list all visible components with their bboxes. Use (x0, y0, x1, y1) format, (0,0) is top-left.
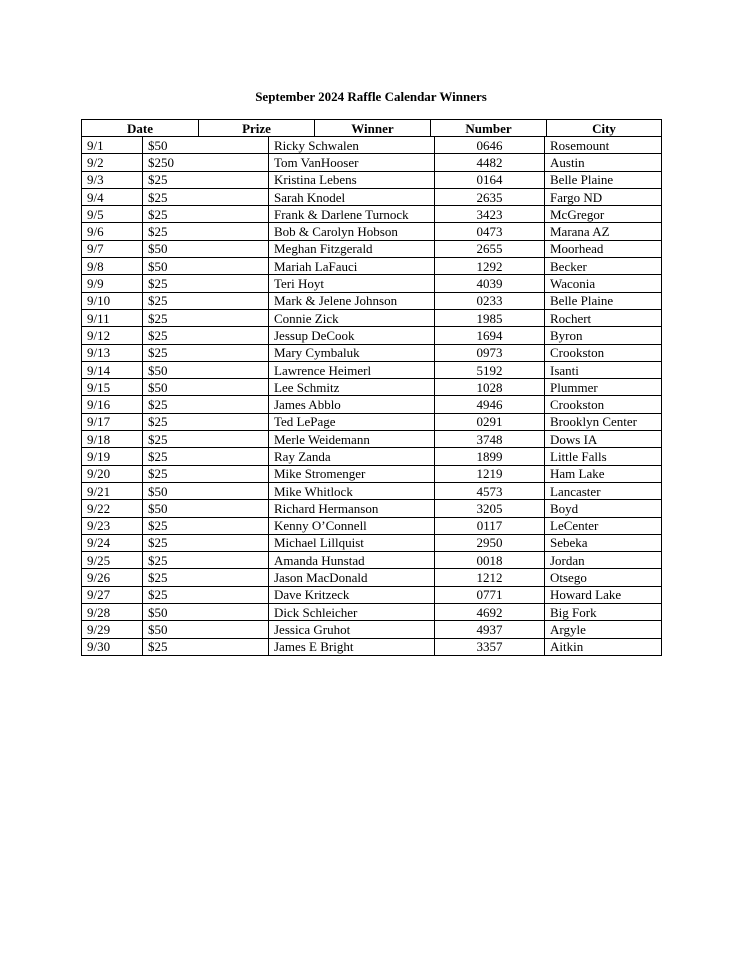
number-cell: 2635 (435, 188, 545, 205)
prize-cell: $25 (143, 431, 269, 448)
table-row (82, 188, 662, 205)
date-cell: 9/15 (82, 379, 143, 396)
date-cell: 9/20 (82, 465, 143, 482)
number-cell: 4039 (435, 275, 545, 292)
city-cell: Aitkin (545, 638, 662, 655)
winner-cell: Frank & Darlene Turnock (269, 206, 435, 223)
date-cell: 9/1 (82, 137, 143, 154)
winner-cell: Lee Schmitz (269, 379, 435, 396)
city-cell: Moorhead (545, 240, 662, 257)
table-row (82, 154, 662, 171)
city-cell: Ham Lake (545, 465, 662, 482)
number-cell: 1028 (435, 379, 545, 396)
winner-cell: Jason MacDonald (269, 569, 435, 586)
number-cell: 0771 (435, 586, 545, 603)
prize-cell: $25 (143, 327, 269, 344)
number-cell: 1292 (435, 258, 545, 275)
winner-cell: Jessica Gruhot (269, 621, 435, 638)
city-cell: Isanti (545, 361, 662, 378)
date-cell: 9/14 (82, 361, 143, 378)
date-cell: 9/28 (82, 604, 143, 621)
prize-cell: $25 (143, 638, 269, 655)
winner-cell: Kristina Lebens (269, 171, 435, 188)
number-cell: 2655 (435, 240, 545, 257)
winner-cell: Jessup DeCook (269, 327, 435, 344)
prize-cell: $25 (143, 206, 269, 223)
date-cell: 9/2 (82, 154, 143, 171)
table-row (82, 309, 662, 326)
number-cell: 0291 (435, 413, 545, 430)
prize-cell: $25 (143, 292, 269, 309)
table-row (82, 413, 662, 430)
date-cell: 9/29 (82, 621, 143, 638)
city-cell: Otsego (545, 569, 662, 586)
winner-cell: Dave Kritzeck (269, 586, 435, 603)
date-cell: 9/17 (82, 413, 143, 430)
table-row (82, 344, 662, 361)
date-cell: 9/16 (82, 396, 143, 413)
number-cell: 1219 (435, 465, 545, 482)
city-cell: Big Fork (545, 604, 662, 621)
date-cell: 9/9 (82, 275, 143, 292)
winner-cell: Ray Zanda (269, 448, 435, 465)
city-cell: Belle Plaine (545, 292, 662, 309)
column-header-date: Date (82, 120, 199, 137)
city-cell: Sebeka (545, 534, 662, 551)
number-cell: 4946 (435, 396, 545, 413)
winner-cell: Dick Schleicher (269, 604, 435, 621)
prize-cell: $25 (143, 413, 269, 430)
number-cell: 0164 (435, 171, 545, 188)
city-cell: Dows IA (545, 431, 662, 448)
date-cell: 9/13 (82, 344, 143, 361)
winners-table (81, 136, 662, 656)
column-header-city: City (547, 120, 662, 137)
date-cell: 9/24 (82, 534, 143, 551)
prize-cell: $25 (143, 552, 269, 569)
prize-cell: $25 (143, 465, 269, 482)
city-cell: Crookston (545, 344, 662, 361)
date-cell: 9/23 (82, 517, 143, 534)
prize-cell: $50 (143, 240, 269, 257)
date-cell: 9/27 (82, 586, 143, 603)
winner-cell: James E Bright (269, 638, 435, 655)
winner-cell: James Abblo (269, 396, 435, 413)
table-row (82, 482, 662, 499)
winner-cell: Richard Hermanson (269, 500, 435, 517)
winner-cell: Mike Stromenger (269, 465, 435, 482)
number-cell: 0973 (435, 344, 545, 361)
winner-cell: Mark & Jelene Johnson (269, 292, 435, 309)
city-cell: Brooklyn Center (545, 413, 662, 430)
number-cell: 2950 (435, 534, 545, 551)
winner-cell: Ted LePage (269, 413, 435, 430)
city-cell: Becker (545, 258, 662, 275)
winner-cell: Mary Cymbaluk (269, 344, 435, 361)
city-cell: Jordan (545, 552, 662, 569)
date-cell: 9/18 (82, 431, 143, 448)
date-cell: 9/5 (82, 206, 143, 223)
city-cell: Byron (545, 327, 662, 344)
date-cell: 9/30 (82, 638, 143, 655)
column-header-prize: Prize (199, 120, 315, 137)
prize-cell: $25 (143, 309, 269, 326)
number-cell: 0233 (435, 292, 545, 309)
city-cell: Boyd (545, 500, 662, 517)
table-row (82, 292, 662, 309)
prize-cell: $50 (143, 500, 269, 517)
table-row (82, 586, 662, 603)
prize-cell: $50 (143, 379, 269, 396)
winner-cell: Lawrence Heimerl (269, 361, 435, 378)
number-cell: 3205 (435, 500, 545, 517)
table-row (82, 137, 662, 154)
prize-cell: $25 (143, 275, 269, 292)
winner-cell: Amanda Hunstad (269, 552, 435, 569)
winner-cell: Mike Whitlock (269, 482, 435, 499)
table-row (82, 448, 662, 465)
winner-cell: Bob & Carolyn Hobson (269, 223, 435, 240)
city-cell: McGregor (545, 206, 662, 223)
column-header-winner: Winner (315, 120, 431, 137)
table-row (82, 517, 662, 534)
date-cell: 9/25 (82, 552, 143, 569)
column-header-number: Number (431, 120, 547, 137)
prize-cell: $50 (143, 137, 269, 154)
city-cell: Howard Lake (545, 586, 662, 603)
city-cell: Plummer (545, 379, 662, 396)
date-cell: 9/12 (82, 327, 143, 344)
city-cell: Little Falls (545, 448, 662, 465)
number-cell: 0117 (435, 517, 545, 534)
prize-cell: $50 (143, 258, 269, 275)
city-cell: Fargo ND (545, 188, 662, 205)
table-header (81, 119, 662, 137)
prize-cell: $25 (143, 171, 269, 188)
table-row (82, 379, 662, 396)
table-row (82, 275, 662, 292)
city-cell: Argyle (545, 621, 662, 638)
winner-cell: Michael Lillquist (269, 534, 435, 551)
table-row (82, 327, 662, 344)
winner-cell: Tom VanHooser (269, 154, 435, 171)
page-title: September 2024 Raffle Calendar Winners (255, 89, 487, 104)
date-cell: 9/19 (82, 448, 143, 465)
number-cell: 1985 (435, 309, 545, 326)
number-cell: 3357 (435, 638, 545, 655)
number-cell: 1694 (435, 327, 545, 344)
number-cell: 0473 (435, 223, 545, 240)
prize-cell: $50 (143, 482, 269, 499)
winner-cell: Connie Zick (269, 309, 435, 326)
date-cell: 9/7 (82, 240, 143, 257)
table-row (82, 552, 662, 569)
number-cell: 1899 (435, 448, 545, 465)
date-cell: 9/4 (82, 188, 143, 205)
date-cell: 9/6 (82, 223, 143, 240)
table-row (82, 534, 662, 551)
date-cell: 9/10 (82, 292, 143, 309)
city-cell: Lancaster (545, 482, 662, 499)
date-cell: 9/8 (82, 258, 143, 275)
date-cell: 9/22 (82, 500, 143, 517)
table-row (82, 171, 662, 188)
table-row (82, 604, 662, 621)
number-cell: 5192 (435, 361, 545, 378)
prize-cell: $25 (143, 223, 269, 240)
table-row (82, 569, 662, 586)
number-cell: 4692 (435, 604, 545, 621)
table-row (82, 361, 662, 378)
number-cell: 0018 (435, 552, 545, 569)
table-row (82, 258, 662, 275)
winner-cell: Kenny O’Connell (269, 517, 435, 534)
prize-cell: $25 (143, 448, 269, 465)
table-row (82, 500, 662, 517)
date-cell: 9/21 (82, 482, 143, 499)
city-cell: Austin (545, 154, 662, 171)
winner-cell: Meghan Fitzgerald (269, 240, 435, 257)
city-cell: LeCenter (545, 517, 662, 534)
city-cell: Waconia (545, 275, 662, 292)
prize-cell: $25 (143, 344, 269, 361)
prize-cell: $25 (143, 517, 269, 534)
city-cell: Rochert (545, 309, 662, 326)
prize-cell: $250 (143, 154, 269, 171)
number-cell: 4937 (435, 621, 545, 638)
city-cell: Rosemount (545, 137, 662, 154)
table-row (82, 638, 662, 655)
table-row (82, 465, 662, 482)
city-cell: Belle Plaine (545, 171, 662, 188)
number-cell: 3748 (435, 431, 545, 448)
table-row (82, 396, 662, 413)
city-cell: Marana AZ (545, 223, 662, 240)
prize-cell: $25 (143, 534, 269, 551)
table-row (82, 431, 662, 448)
number-cell: 0646 (435, 137, 545, 154)
number-cell: 3423 (435, 206, 545, 223)
date-cell: 9/3 (82, 171, 143, 188)
winner-cell: Teri Hoyt (269, 275, 435, 292)
prize-cell: $50 (143, 361, 269, 378)
table-row (82, 223, 662, 240)
prize-cell: $25 (143, 586, 269, 603)
number-cell: 4573 (435, 482, 545, 499)
winner-cell: Sarah Knodel (269, 188, 435, 205)
number-cell: 4482 (435, 154, 545, 171)
table-row (82, 621, 662, 638)
winner-cell: Ricky Schwalen (269, 137, 435, 154)
prize-cell: $50 (143, 621, 269, 638)
date-cell: 9/26 (82, 569, 143, 586)
table-row (82, 206, 662, 223)
prize-cell: $25 (143, 188, 269, 205)
winner-cell: Merle Weidemann (269, 431, 435, 448)
number-cell: 1212 (435, 569, 545, 586)
city-cell: Crookston (545, 396, 662, 413)
table-row (82, 240, 662, 257)
winner-cell: Mariah LaFauci (269, 258, 435, 275)
date-cell: 9/11 (82, 309, 143, 326)
prize-cell: $25 (143, 396, 269, 413)
prize-cell: $50 (143, 604, 269, 621)
winners-table-body (82, 137, 662, 656)
prize-cell: $25 (143, 569, 269, 586)
